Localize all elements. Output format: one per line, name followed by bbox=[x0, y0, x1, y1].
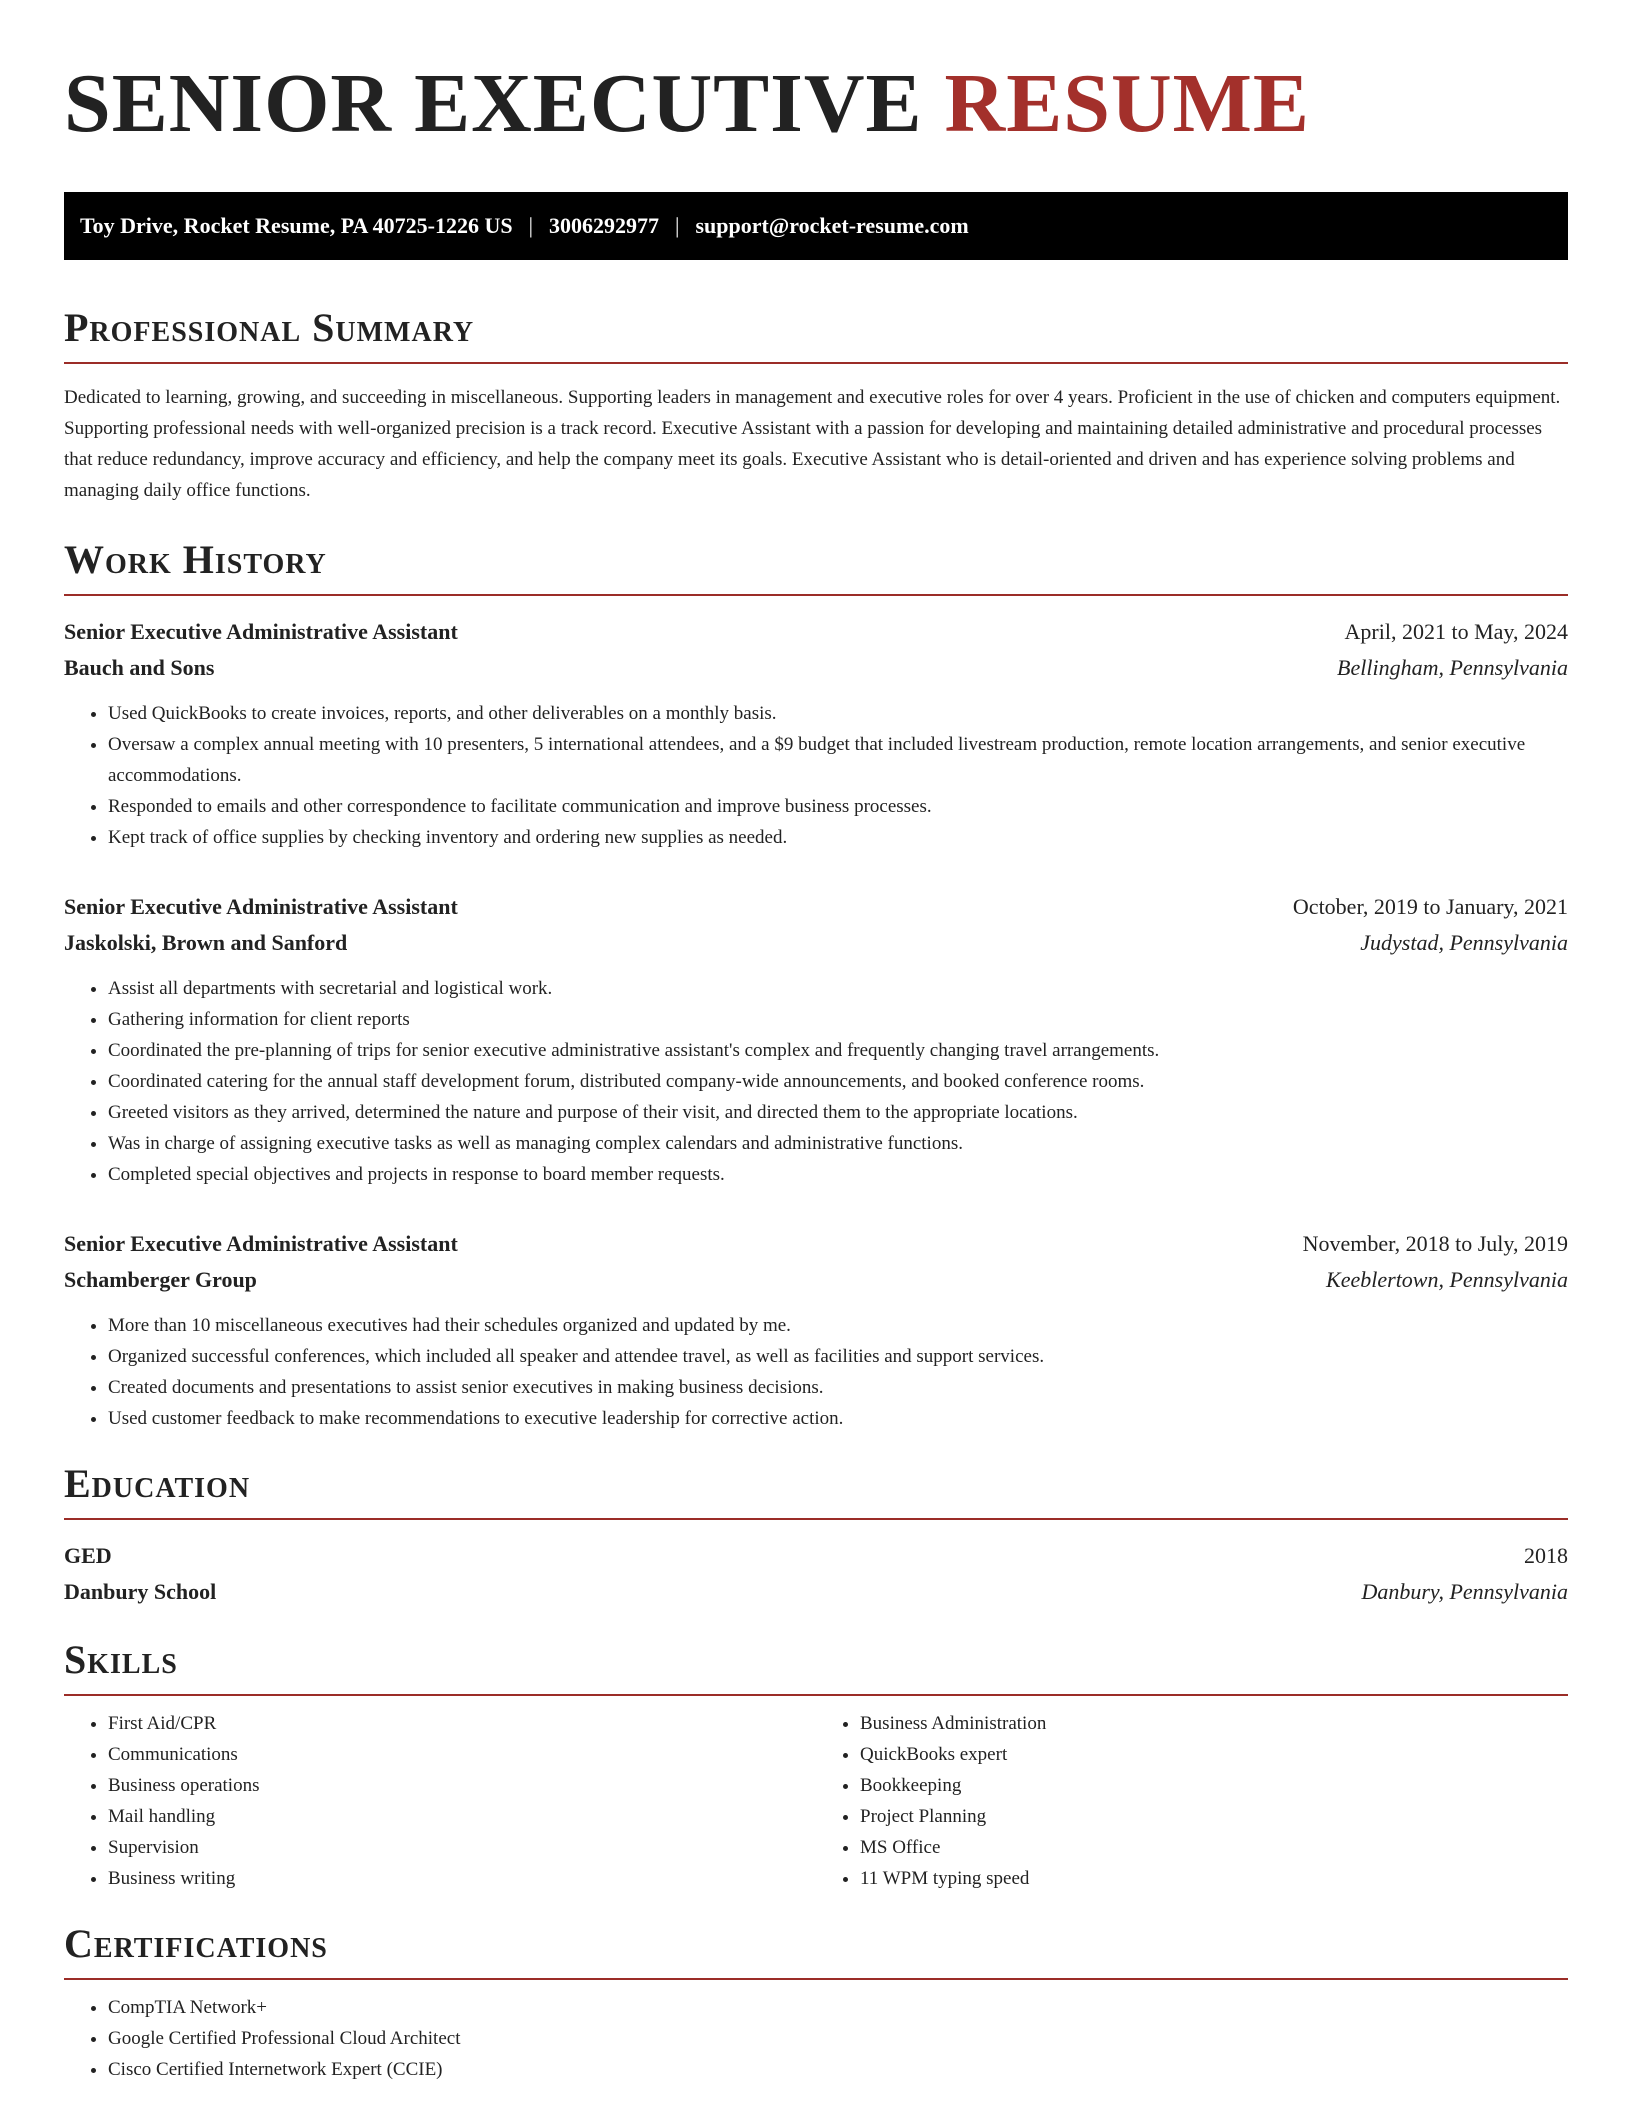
job-bullet: • Coordinated the pre-planning of trips for senior executive administrative assistant's complex and frequently changing travel arrangements. bbox=[108, 1035, 1568, 1066]
skill-item: • Business writing bbox=[108, 1863, 816, 1894]
job-company: Bauch and Sons bbox=[64, 655, 215, 680]
skill-item: • MS Office bbox=[860, 1832, 1568, 1863]
skills-grid bbox=[64, 1708, 1568, 1894]
education-school-row bbox=[64, 1574, 1568, 1610]
certifications-heading: Certifications bbox=[64, 1920, 1568, 1980]
work-history-heading: Work History bbox=[64, 536, 1568, 596]
education-header-row bbox=[64, 1538, 1568, 1574]
job-dates: November, 2018 to July, 2019 bbox=[1302, 1231, 1568, 1256]
skills-heading: Skills bbox=[64, 1636, 1568, 1696]
job-company: Jaskolski, Brown and Sanford bbox=[64, 930, 348, 955]
job-company-row bbox=[64, 925, 1568, 961]
job-bullet: • Organized successful conferences, which included all speaker and attendee travel, as well as facilities and support services. bbox=[108, 1341, 1568, 1372]
job-bullets bbox=[64, 698, 1568, 853]
job-bullet: • Used customer feedback to make recommendations to executive leadership for corrective action. bbox=[108, 1403, 1568, 1434]
skill-item: • Business operations bbox=[108, 1770, 816, 1801]
job-title: Senior Executive Administrative Assistant bbox=[64, 1231, 458, 1256]
job-company: Schamberger Group bbox=[64, 1267, 257, 1292]
education-year: 2018 bbox=[1524, 1543, 1568, 1568]
job-bullets bbox=[64, 1310, 1568, 1434]
job-bullet: • Greeted visitors as they arrived, determined the nature and purpose of their visit, and directed them to the appropriate locations. bbox=[108, 1097, 1568, 1128]
contact-separator: | bbox=[675, 213, 680, 238]
certifications-list bbox=[64, 1992, 1568, 2085]
skill-item: • Bookkeeping bbox=[860, 1770, 1568, 1801]
job-header-row bbox=[64, 1226, 1568, 1262]
summary-heading: Professional Summary bbox=[64, 304, 1568, 364]
education-section bbox=[64, 1460, 1568, 1610]
job-bullet: • Gathering information for client reports bbox=[108, 1004, 1568, 1035]
job-location: Bellingham, Pennsylvania bbox=[1337, 655, 1568, 680]
education-location: Danbury, Pennsylvania bbox=[1361, 1579, 1568, 1604]
contact-phone: 3006292977 bbox=[549, 213, 660, 238]
education-school: Danbury School bbox=[64, 1579, 217, 1604]
certifications-section bbox=[64, 1920, 1568, 2085]
resume-title bbox=[64, 57, 1568, 150]
job-title: Senior Executive Administrative Assistant bbox=[64, 894, 458, 919]
skill-item: • First Aid/CPR bbox=[108, 1708, 816, 1739]
job-dates: October, 2019 to January, 2021 bbox=[1292, 894, 1568, 919]
skills-column-right bbox=[816, 1708, 1568, 1894]
job-bullet: • More than 10 miscellaneous executives had their schedules organized and updated by me. bbox=[108, 1310, 1568, 1341]
summary-text: Dedicated to learning, growing, and succeeding in miscellaneous. Supporting leaders in management and executive roles for over 4 years. Proficient in the use of chicken and computers equipment. Supporting professional needs with well-organized precision is a track record. Executive Assistant with a passion for developing and maintaining detailed administrative and procedural processes that reduce redundancy, improve accuracy and efficiency, and help the company meet its goals. Executive Assistant who is detail-oriented and driven and has experience solving problems and managing daily office functions. bbox=[64, 387, 1561, 501]
job-bullets bbox=[64, 973, 1568, 1190]
job-entry bbox=[64, 1226, 1568, 1434]
job-bullet: • Completed special objectives and projects in response to board member requests. bbox=[108, 1159, 1568, 1190]
education-degree: GED bbox=[64, 1543, 112, 1568]
certification-item: • CompTIA Network+ bbox=[108, 1992, 1568, 2023]
skill-item: • QuickBooks expert bbox=[860, 1739, 1568, 1770]
skill-item: • Communications bbox=[108, 1739, 816, 1770]
job-dates: April, 2021 to May, 2024 bbox=[1344, 619, 1568, 644]
skill-item: • Mail handling bbox=[108, 1801, 816, 1832]
skill-item: • Project Planning bbox=[860, 1801, 1568, 1832]
education-heading: Education bbox=[64, 1460, 1568, 1520]
skills-section bbox=[64, 1636, 1568, 1894]
job-location: Judystad, Pennsylvania bbox=[1360, 930, 1568, 955]
skill-item: • Supervision bbox=[108, 1832, 816, 1863]
certification-item: • Cisco Certified Internetwork Expert (CCIE) bbox=[108, 2054, 1568, 2085]
certification-item: • Google Certified Professional Cloud Architect bbox=[108, 2023, 1568, 2054]
contact-address: Toy Drive, Rocket Resume, PA 40725-1226 US bbox=[80, 213, 513, 238]
job-bullet: • Was in charge of assigning executive tasks as well as managing complex calendars and administrative functions. bbox=[108, 1128, 1568, 1159]
job-location: Keeblertown, Pennsylvania bbox=[1326, 1267, 1568, 1292]
job-title: Senior Executive Administrative Assistant bbox=[64, 619, 458, 644]
title-accent: RESUME bbox=[944, 57, 1310, 150]
job-header-row bbox=[64, 889, 1568, 925]
contact-bar bbox=[64, 192, 1568, 260]
job-entry bbox=[64, 889, 1568, 1190]
skill-item: • Business Administration bbox=[860, 1708, 1568, 1739]
education-entry bbox=[64, 1538, 1568, 1610]
work-history-section bbox=[64, 536, 1568, 1434]
job-company-row bbox=[64, 1262, 1568, 1298]
job-bullet: • Created documents and presentations to assist senior executives in making business decisions. bbox=[108, 1372, 1568, 1403]
job-bullet: • Used QuickBooks to create invoices, reports, and other deliverables on a monthly basis. bbox=[108, 698, 1568, 729]
contact-separator: | bbox=[528, 213, 534, 238]
job-bullet: • Oversaw a complex annual meeting with 10 presenters, 5 international attendees, and a $9 budget that included livestream production, remote location arrangements, and senior executive accommodations. bbox=[108, 729, 1568, 791]
job-company-row bbox=[64, 650, 1568, 686]
job-bullet: • Kept track of office supplies by checking inventory and ordering new supplies as needed. bbox=[108, 822, 1568, 853]
title-main: SENIOR EXECUTIVE bbox=[64, 57, 923, 150]
contact-email: support@rocket-resume.com bbox=[695, 213, 969, 238]
summary-section bbox=[64, 304, 1568, 506]
job-entry bbox=[64, 614, 1568, 853]
job-bullet: • Coordinated catering for the annual staff development forum, distributed company-wide announcements, and booked conference rooms. bbox=[108, 1066, 1568, 1097]
skills-column-left bbox=[64, 1708, 816, 1894]
job-bullet: • Assist all departments with secretarial and logistical work. bbox=[108, 973, 1568, 1004]
job-bullet: • Responded to emails and other correspondence to facilitate communication and improve business processes. bbox=[108, 791, 1568, 822]
job-header-row bbox=[64, 614, 1568, 650]
skill-item: • 11 WPM typing speed bbox=[860, 1863, 1568, 1894]
